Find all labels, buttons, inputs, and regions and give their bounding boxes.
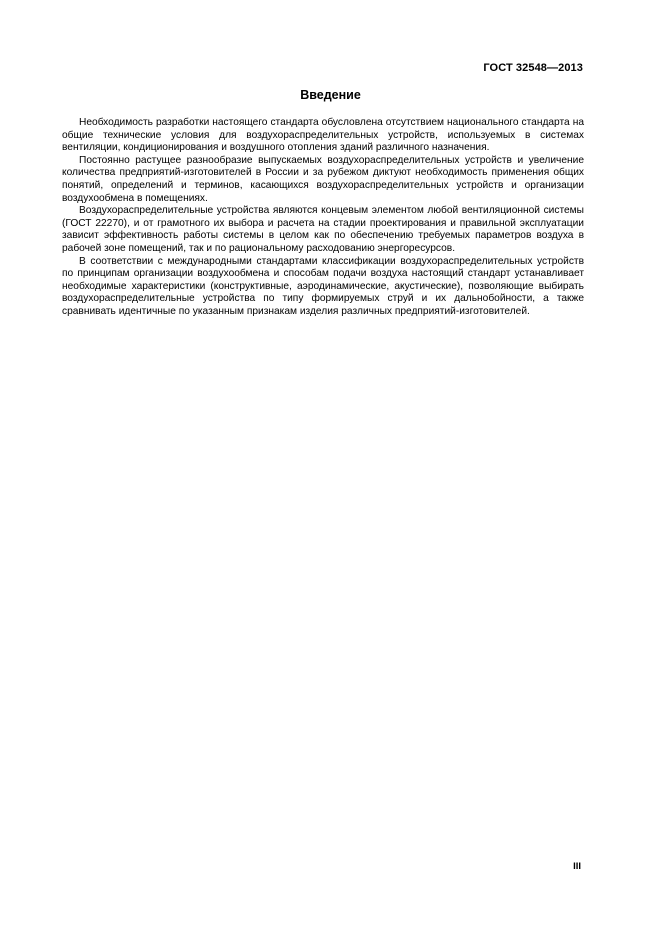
page-number: III: [573, 861, 581, 872]
paragraph: Воздухораспределительные устройства являются концевым элементом любой вентиляционной системы (ГОСТ 22270), и от грамотного их выбора и расчета на стадии проектирования и правильной эксплуатации зависит эффективность работы системы в целом как по обеспечению требуемых параметров воздуха в рабочей зоне помещений, так и по рациональному расходованию энергоресурсов.: [62, 205, 584, 254]
paragraph: В соответствии с международными стандартами классификации воздухораспределительных устройств по принципам организации воздухообмена и способам подачи воздуха настоящий стандарт устанавливает необходимые характеристики (конструктивные, аэродинамические, акустические), позволяющие выбирать воздухораспределительные устройства по типу формируемых струй и их дальнобойности, а также сравнивать идентичные по указанным признакам изделия различных предприятий-изготовителей.: [62, 255, 584, 317]
section-title: Введение: [300, 88, 361, 102]
paragraph: Постоянно растущее разнообразие выпускаемых воздухораспределительных устройств и увеличение количества предприятий-изготовителей в России и за рубежом диктуют необходимость применения общих понятий, определений и терминов, касающихся воздухораспределительных устройств и организации воздухообмена в помещениях.: [62, 154, 584, 204]
introduction-body: [62, 117, 584, 319]
document-code: ГОСТ 32548—2013: [483, 62, 583, 74]
paragraph: Необходимость разработки настоящего стандарта обусловлена отсутствием национального стандарта на общие технические условия для воздухораспределительных устройств, используемых в системах вентиляции, кондиционирования и воздушного отопления зданий различного назначения.: [62, 117, 584, 154]
